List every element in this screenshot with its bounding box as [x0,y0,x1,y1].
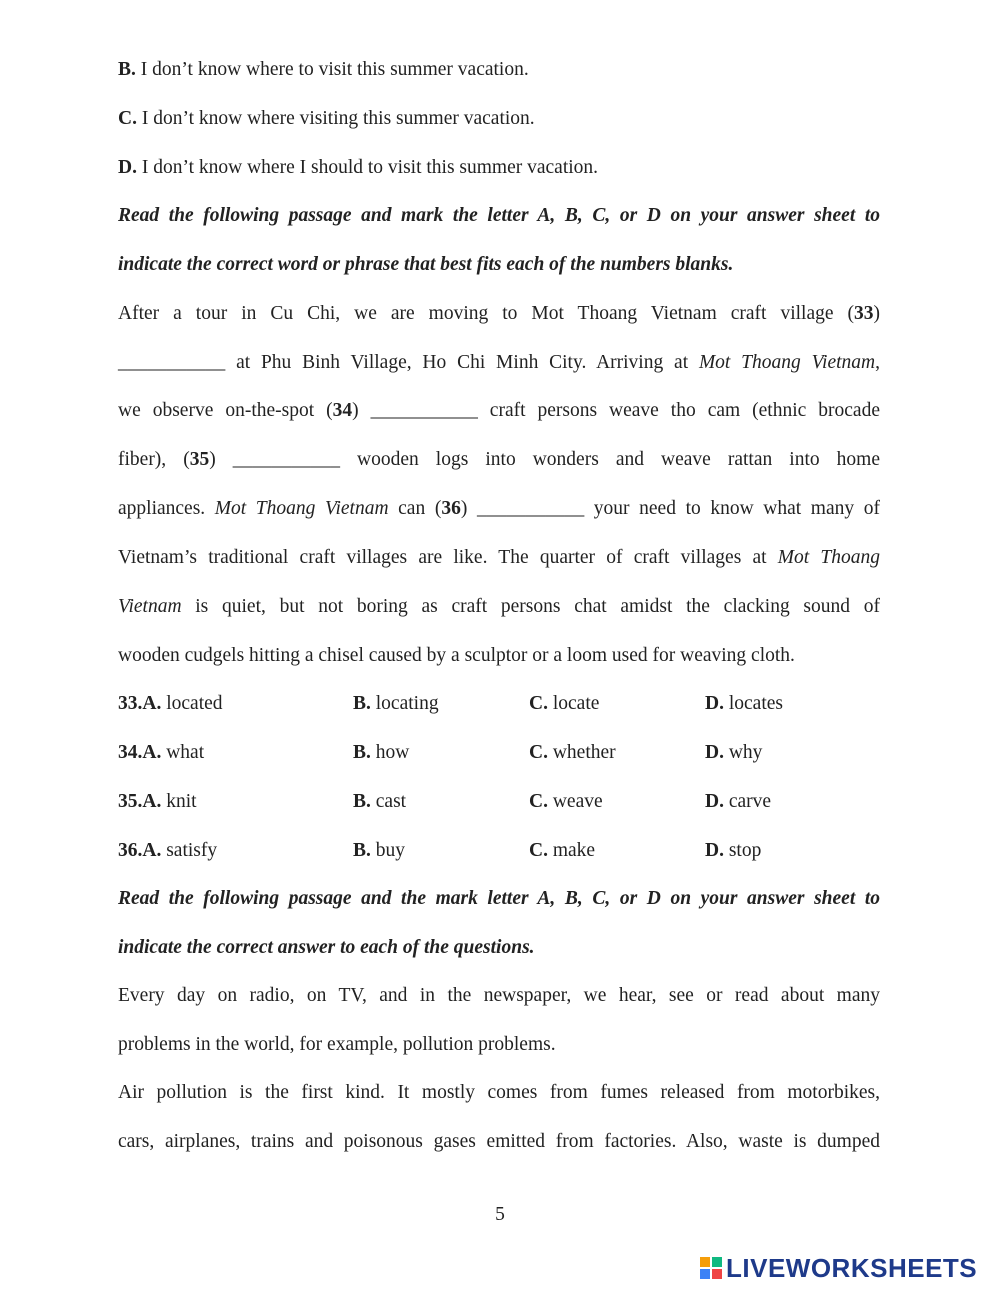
option-text: buy [370,840,406,861]
blank-number-34: 34 [332,400,353,421]
text: can ( [388,498,442,519]
option-label: B. [353,791,371,812]
option-label: 33.A. [118,693,162,714]
option-c[interactable] [529,837,595,865]
option-a[interactable] [118,690,223,718]
option-text: I don’t know where to visit this summer vacation. [135,59,529,80]
logo-square [712,1257,722,1267]
logo-icon [700,1257,722,1279]
option-a[interactable] [118,739,204,767]
option-letter: D. [118,157,137,178]
option-text: how [370,742,410,763]
option-label: D. [705,791,724,812]
option-d[interactable] [705,690,783,718]
text: After a tour in Cu Chi, we are moving to Mot Thoang Vietnam craft village ( [118,303,854,324]
logo-square [700,1257,710,1267]
section1-instruction-line2: indicate the correct word or phrase that best fits each of the numbers blanks. [118,254,734,275]
text: we observe on-the-spot ( [118,400,333,421]
passage1-line4 [118,446,880,474]
option-d[interactable] [705,788,771,816]
passage2-line2: problems in the world, for example, pollution problems. [118,1034,556,1055]
option-text: stop [723,840,762,861]
text: ) [352,400,371,421]
option-label: B. [353,693,371,714]
option-label: 35.A. [118,791,162,812]
page-number: 5 [495,1204,505,1225]
option-a[interactable] [118,788,197,816]
option-text: satisfy [161,840,218,861]
logo-square [712,1269,722,1279]
village-name: Mot Thoang Vietnam [214,498,389,519]
option-text: why [723,742,763,763]
passage1-line7 [118,593,880,621]
text: ) [460,498,477,519]
option-c-line [118,105,880,133]
option-b[interactable] [353,690,439,718]
section2-instruction-line1: Read the following passage and the mark letter A, B, C, or D on your answer sheet to [118,888,880,909]
option-label: B. [353,840,371,861]
passage1-line3 [118,397,880,425]
option-text: what [161,742,205,763]
option-letter: B. [118,59,136,80]
option-b[interactable] [353,739,409,767]
option-text: weave [547,791,603,812]
option-letter: C. [118,108,137,129]
text: ) [873,303,880,324]
option-d[interactable] [705,837,761,865]
text: craft persons weave tho cam (ethnic brocade [477,400,880,421]
text: Vietnam’s traditional craft villages are like. The quarter of craft villages at [118,547,778,568]
section1-instruction-line1: Read the following passage and mark the letter A, B, C, or D on your answer sheet to [118,205,880,226]
passage2-line3: Air pollution is the first kind. It mostly comes from fumes released from motorbikes, [118,1082,880,1103]
passage2-line1: Every day on radio, on TV, and in the newspaper, we hear, see or read about many [118,985,880,1006]
blank-34[interactable]: ___________ [370,400,478,421]
passage1-line5 [118,495,880,523]
option-c[interactable] [529,739,616,767]
passage2-line4: cars, airplanes, trains and poisonous gases emitted from factories. Also, waste is dumped [118,1131,880,1152]
text: your need to know what many of [584,498,880,519]
option-text: locates [723,693,783,714]
village-name: Mot Thoang Vietnam [698,352,876,373]
passage1-line6 [118,544,880,572]
option-label: C. [529,693,548,714]
text: ) [209,449,233,470]
option-a[interactable] [118,837,217,865]
text: at Phu Binh Village, Ho Chi Minh City. Arriving at [225,352,699,373]
brand-name: LIVEWORKSHEETS [726,1252,978,1283]
option-label: D. [705,742,724,763]
village-name-part: Mot Thoang [777,547,880,568]
option-text: I don’t know where I should to visit this summer vacation. [136,157,599,178]
section2-instruction-line2: indicate the correct answer to each of the questions. [118,937,535,958]
text: , [875,352,880,373]
option-text: make [547,840,596,861]
blank-36[interactable]: ___________ [476,498,585,519]
option-label: C. [529,742,548,763]
blank-number-36: 36 [441,498,461,519]
blank-number-33: 33 [854,303,874,324]
liveworksheets-logo [700,1250,977,1286]
option-text: carve [723,791,772,812]
blank-33[interactable]: ___________ [118,352,226,373]
option-d[interactable] [705,739,762,767]
option-b-line [118,56,880,84]
option-c[interactable] [529,788,603,816]
text: fiber), ( [118,449,190,470]
option-b[interactable] [353,837,405,865]
option-text: whether [547,742,616,763]
option-text: located [161,693,223,714]
option-label: D. [705,840,724,861]
logo-square [700,1269,710,1279]
blank-35[interactable]: ___________ [232,449,340,470]
blank-number-35: 35 [189,449,210,470]
option-text: locating [370,693,439,714]
option-text: cast [370,791,407,812]
passage1-line1 [118,300,880,328]
option-c[interactable] [529,690,599,718]
option-label: C. [529,840,548,861]
option-label: D. [705,693,724,714]
option-label: 34.A. [118,742,162,763]
option-d-line [118,154,880,182]
option-label: 36.A. [118,840,162,861]
option-label: C. [529,791,548,812]
option-b[interactable] [353,788,406,816]
text: appliances. [118,498,215,519]
option-text: knit [161,791,197,812]
option-text: I don’t know where visiting this summer vacation. [136,108,535,129]
text: is quiet, but not boring as craft persons chat amidst the clacking sound of [181,596,880,617]
village-name-part: Vietnam [118,596,182,617]
passage1-line2 [118,349,880,377]
option-label: B. [353,742,371,763]
option-text: locate [547,693,600,714]
text: wooden logs into wonders and weave rattan into home [340,449,880,470]
passage1-line8: wooden cudgels hitting a chisel caused by a sculptor or a loom used for weaving cloth. [118,645,795,666]
